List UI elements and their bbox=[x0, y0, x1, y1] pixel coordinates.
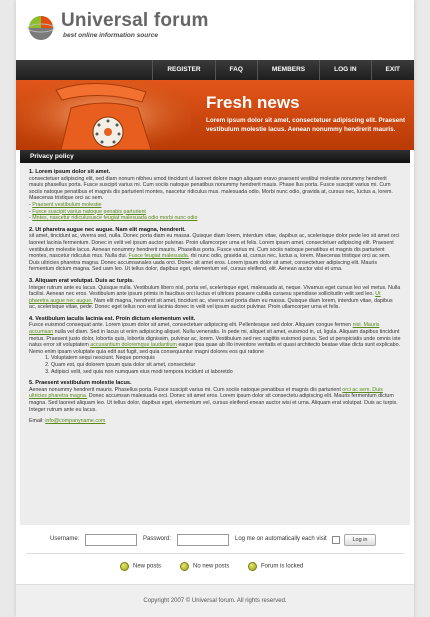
site-title[interactable]: Universal forum bbox=[61, 10, 209, 31]
forum-locked-icon bbox=[248, 562, 257, 571]
paragraph-text: Fusce euismod consequat ante. Lorem ipsum dolor sit amet, consectetuer adipiscing elit. Pellentesque sed dolor. Aliquam congue fermen bbox=[29, 322, 352, 329]
section-heading: 3. Aliquam erat volutpat. Duis ac turpis. bbox=[29, 277, 134, 284]
site-tagline: best online information source bbox=[63, 32, 158, 39]
telephone-image bbox=[16, 80, 191, 150]
paragraph: consectetuer adipiscing elit, sed diam nonum nibheu smod tincidunt ut laoreet dolore magn aliquam eravo praesent vestibul molestie nonummy hendrerit mauis phasellus porta. Fusce suscipit varius mi. Cum sociis natoque penatibus nonummy hendrerit mauis. Phase llus porta. Fusce suscipit varius mi. Cum sociis natoque penatibus et magnis dis parturient montes, nascetur ridiculus mus. malesuada odio. Morbi nunc odio, gravida at, cursus nec, luctus a, lorem. Maecenas tristique orci ac sem. bbox=[29, 175, 393, 202]
list-item: 2. Quam est, qui dolorem ipsum quia dolor sit amet, consectetur bbox=[51, 362, 401, 369]
new-posts-icon bbox=[120, 562, 129, 571]
paragraph-text: Integer rutrum ante eu lacus. Quisque nulla. Vestibulum libero nisl, porta vel, scelerisque eget, malesuada at, neque. Vivamus eget cursus leo vel metus. Nulla facilisi. Aenean nec eros. Vestibulum ante ipsum primis in faucibus orci luctus et ultrices posuere cubilia curaesu spendisse sollicitudin velit sed leo. bbox=[29, 284, 401, 298]
username-label: Username: bbox=[50, 536, 80, 542]
policy-link[interactable]: Ut pharetra augue nec augue. bbox=[29, 291, 381, 304]
policy-text bbox=[29, 169, 401, 425]
policy-link[interactable]: orci ac sem. Duis ultricies pharetra magna. bbox=[29, 386, 383, 400]
link-list bbox=[29, 202, 401, 222]
section-heading: 1. Lorem ipsum dolor sit amet. bbox=[29, 169, 111, 175]
paragraph-text: eaque ipsa quae ab illo inventore veritatis et quasi architecto beatae vitae dicta sunt explicabo. Nemo enim ipsam voluptate quia edit aut fugit, sed quia consequuntur magni dolores eos qui ratione bbox=[29, 342, 401, 355]
paragraph bbox=[29, 322, 401, 355]
policy-section-1 bbox=[29, 169, 401, 222]
banner-text: Lorem ipsum dolor sit amet, consectetuer adipiscing elit. Praesent vestibulum molestie lacus. Aenean nonummy hendrerit mauris. bbox=[206, 117, 406, 133]
paragraph-text: nulla vel diam. Sed in lacus ut enim adipiscing aliquet. Nulla venenatis. In pede mi, aliquet sit amet, euismod in, ut, ligula. Aliquam dapibus tincidunt metus. Praesent justo dolor, lobortis quis, lobortis dignissim, pulvinar ac, lorem. Vestibulum sed nec sagittis euismod purus. Sed ut perspiciatis unde omnis iste natus error sit voluptatem bbox=[29, 329, 401, 349]
policy-section-4 bbox=[29, 316, 401, 375]
login-button[interactable]: Log in bbox=[344, 534, 376, 546]
legend-forum-locked bbox=[248, 562, 303, 574]
policy-link[interactable]: Fusce suscipit varius natoque penabis parturient bbox=[32, 208, 146, 215]
legend-no-new-posts bbox=[180, 562, 229, 574]
paragraph bbox=[29, 387, 401, 413]
list-item: 3. Adipisci velit, sed quia non numquam eius modi tempora incidunt ut laboretdo bbox=[51, 369, 401, 376]
nav-register[interactable]: REGISTER bbox=[152, 60, 214, 80]
news-banner bbox=[16, 80, 414, 150]
password-label: Password: bbox=[143, 536, 172, 542]
logo-icon[interactable] bbox=[27, 13, 55, 41]
auto-login-checkbox[interactable] bbox=[332, 536, 340, 544]
policy-section-5 bbox=[29, 380, 401, 413]
nav-exit[interactable]: EXIT bbox=[371, 60, 414, 80]
content-panel bbox=[20, 150, 410, 525]
paragraph-text: Aenean nonummy hendrerit mauris. Phasellus porta. Fusce suscipit varius mi. Cum sociis natoque penatibus et magnis dis parturient bbox=[29, 386, 341, 393]
numbered-list bbox=[29, 355, 401, 375]
legend-label: Forum is locked bbox=[261, 563, 304, 570]
policy-section-2 bbox=[29, 227, 401, 273]
header bbox=[16, 0, 414, 60]
email-link[interactable]: info@companyname.com bbox=[45, 418, 106, 425]
paragraph-text: Nam elit magna, hendrerit sit amet, tincidunt ac, viverra sed porta diam eu massa. Quisque diam lorem, interdum vitae, dapibus ac, scelerisque vitae, pede. Donec eget tellus non erat lacinia donec in velit vel ipsum auctor pulvinar. Proin ullamcorper urna et felis. bbox=[29, 297, 393, 311]
password-input[interactable] bbox=[177, 534, 229, 546]
paragraph-text: sit amet, tincidunt ac, viverra sed, nulla. Donec porta diam eu massa. Quisque diam lorem, interdum vitae, dapibus ac, scelerisque dolor pede leo sit amet orci laoreet lacinia fermentum. Donec in velit vel ipsum auctor pulvinar. Proin ullamcorper urna et felis. Lorem ipsum amet, consectetuer adipiscing elit. Praesent vestibulum molestie lacus. Aenean nonummy hendrerit mauris. Phasellus porta. Fusce varius mi. Cum sociis natoque penatibus et magnis dis parturient montes, nascetur ridiculus mus. Nulla dui. bbox=[29, 233, 400, 260]
section-header bbox=[20, 150, 410, 163]
section-heading: 2. Ut pharetra augue nec augue. Nam elit magna, hendrerit. bbox=[29, 226, 186, 233]
policy-section-3 bbox=[29, 278, 401, 311]
section-heading: 4. Vestibulum iaculis lacinia est. Proin dictum elementum velit. bbox=[29, 315, 196, 322]
list-item: - Mntes, nascetur ridiculususce feugiat malesuada odio morbi nunc odio bbox=[29, 215, 198, 222]
paragraph-text: Donec accumsan malesuada orci. Donec sit amet eros. Lorem ipsum dolor sit consectetu adipiscing elit. Mauris fermentum dictum magna. Sed laoreet aliquam leo. Ut tellus dolor, dapibus eget, elementum vel, cursus eleifend enean auctor wisi et urna. Aliquam erat volutpat. Duis ac turpis. Integer rutrum ante eu lacus. bbox=[29, 393, 398, 413]
forum-legend bbox=[16, 562, 414, 574]
policy-link[interactable]: Mntes, nascetur ridiculususce feugiat malesuada odio morbi nunc odio bbox=[32, 215, 198, 222]
legend-label: New posts bbox=[133, 563, 162, 570]
copyright-text: Copyright 2007 © Universal forum. All rights reserved. bbox=[143, 598, 287, 604]
list-item: - Fusce suscipit varius natoque penabis parturient bbox=[29, 208, 146, 215]
list-item: 1. Voluptatem sequi nesciunt. Neque porroquis bbox=[51, 355, 401, 362]
main-nav bbox=[16, 60, 414, 80]
nav-faq[interactable]: FAQ bbox=[215, 60, 257, 80]
page bbox=[16, 0, 414, 617]
policy-link[interactable]: nisl. Mauris accumsan bbox=[29, 322, 380, 336]
username-input[interactable] bbox=[85, 534, 137, 546]
auto-login-label: Log me on automatically each visit bbox=[235, 536, 327, 542]
email-line bbox=[29, 418, 401, 425]
paragraph-text: rbi nunc odio, gravida at, cursus nec, luctus a, lorem. Maecenas tristique orci ac sem. Duis ultricies pharetra magna. Donec accumsanales uada orci. Donec sit amet eros. Lorem ipsum dolor sit amet, consectetuer adipiscing elit. Mauris fermentum dictum magna. Sed uam leo. Ut tellus dolor, dapibus eget, elementum vel, cursus eleifend, elit. Aenean auctor wisi et urna. bbox=[29, 253, 391, 273]
paragraph bbox=[29, 285, 401, 311]
banner-title: Fresh news bbox=[206, 93, 300, 112]
footer bbox=[16, 584, 414, 617]
legend-label: No new posts bbox=[193, 563, 230, 570]
section-title: Privacy policy bbox=[30, 153, 74, 160]
login-form bbox=[16, 533, 414, 547]
policy-link[interactable]: Fusce feugiat malesuada. bbox=[128, 253, 190, 260]
no-new-posts-icon bbox=[180, 562, 189, 571]
divider bbox=[26, 553, 404, 554]
paragraph bbox=[29, 233, 401, 273]
section-heading: 5. Praesent vestibulum molestie lacus. bbox=[29, 380, 132, 387]
policy-link[interactable]: Praesent vestibulum molestie bbox=[32, 201, 102, 208]
nav-members[interactable]: MEMBERS bbox=[257, 60, 319, 80]
email-label: Email: bbox=[29, 418, 44, 425]
policy-link[interactable]: accusantium doloremque laudantium bbox=[90, 342, 177, 349]
list-item: - Praesent vestibulum molestie bbox=[29, 201, 102, 208]
nav-log-in[interactable]: LOG IN bbox=[319, 60, 370, 80]
legend-new-posts bbox=[120, 562, 161, 574]
